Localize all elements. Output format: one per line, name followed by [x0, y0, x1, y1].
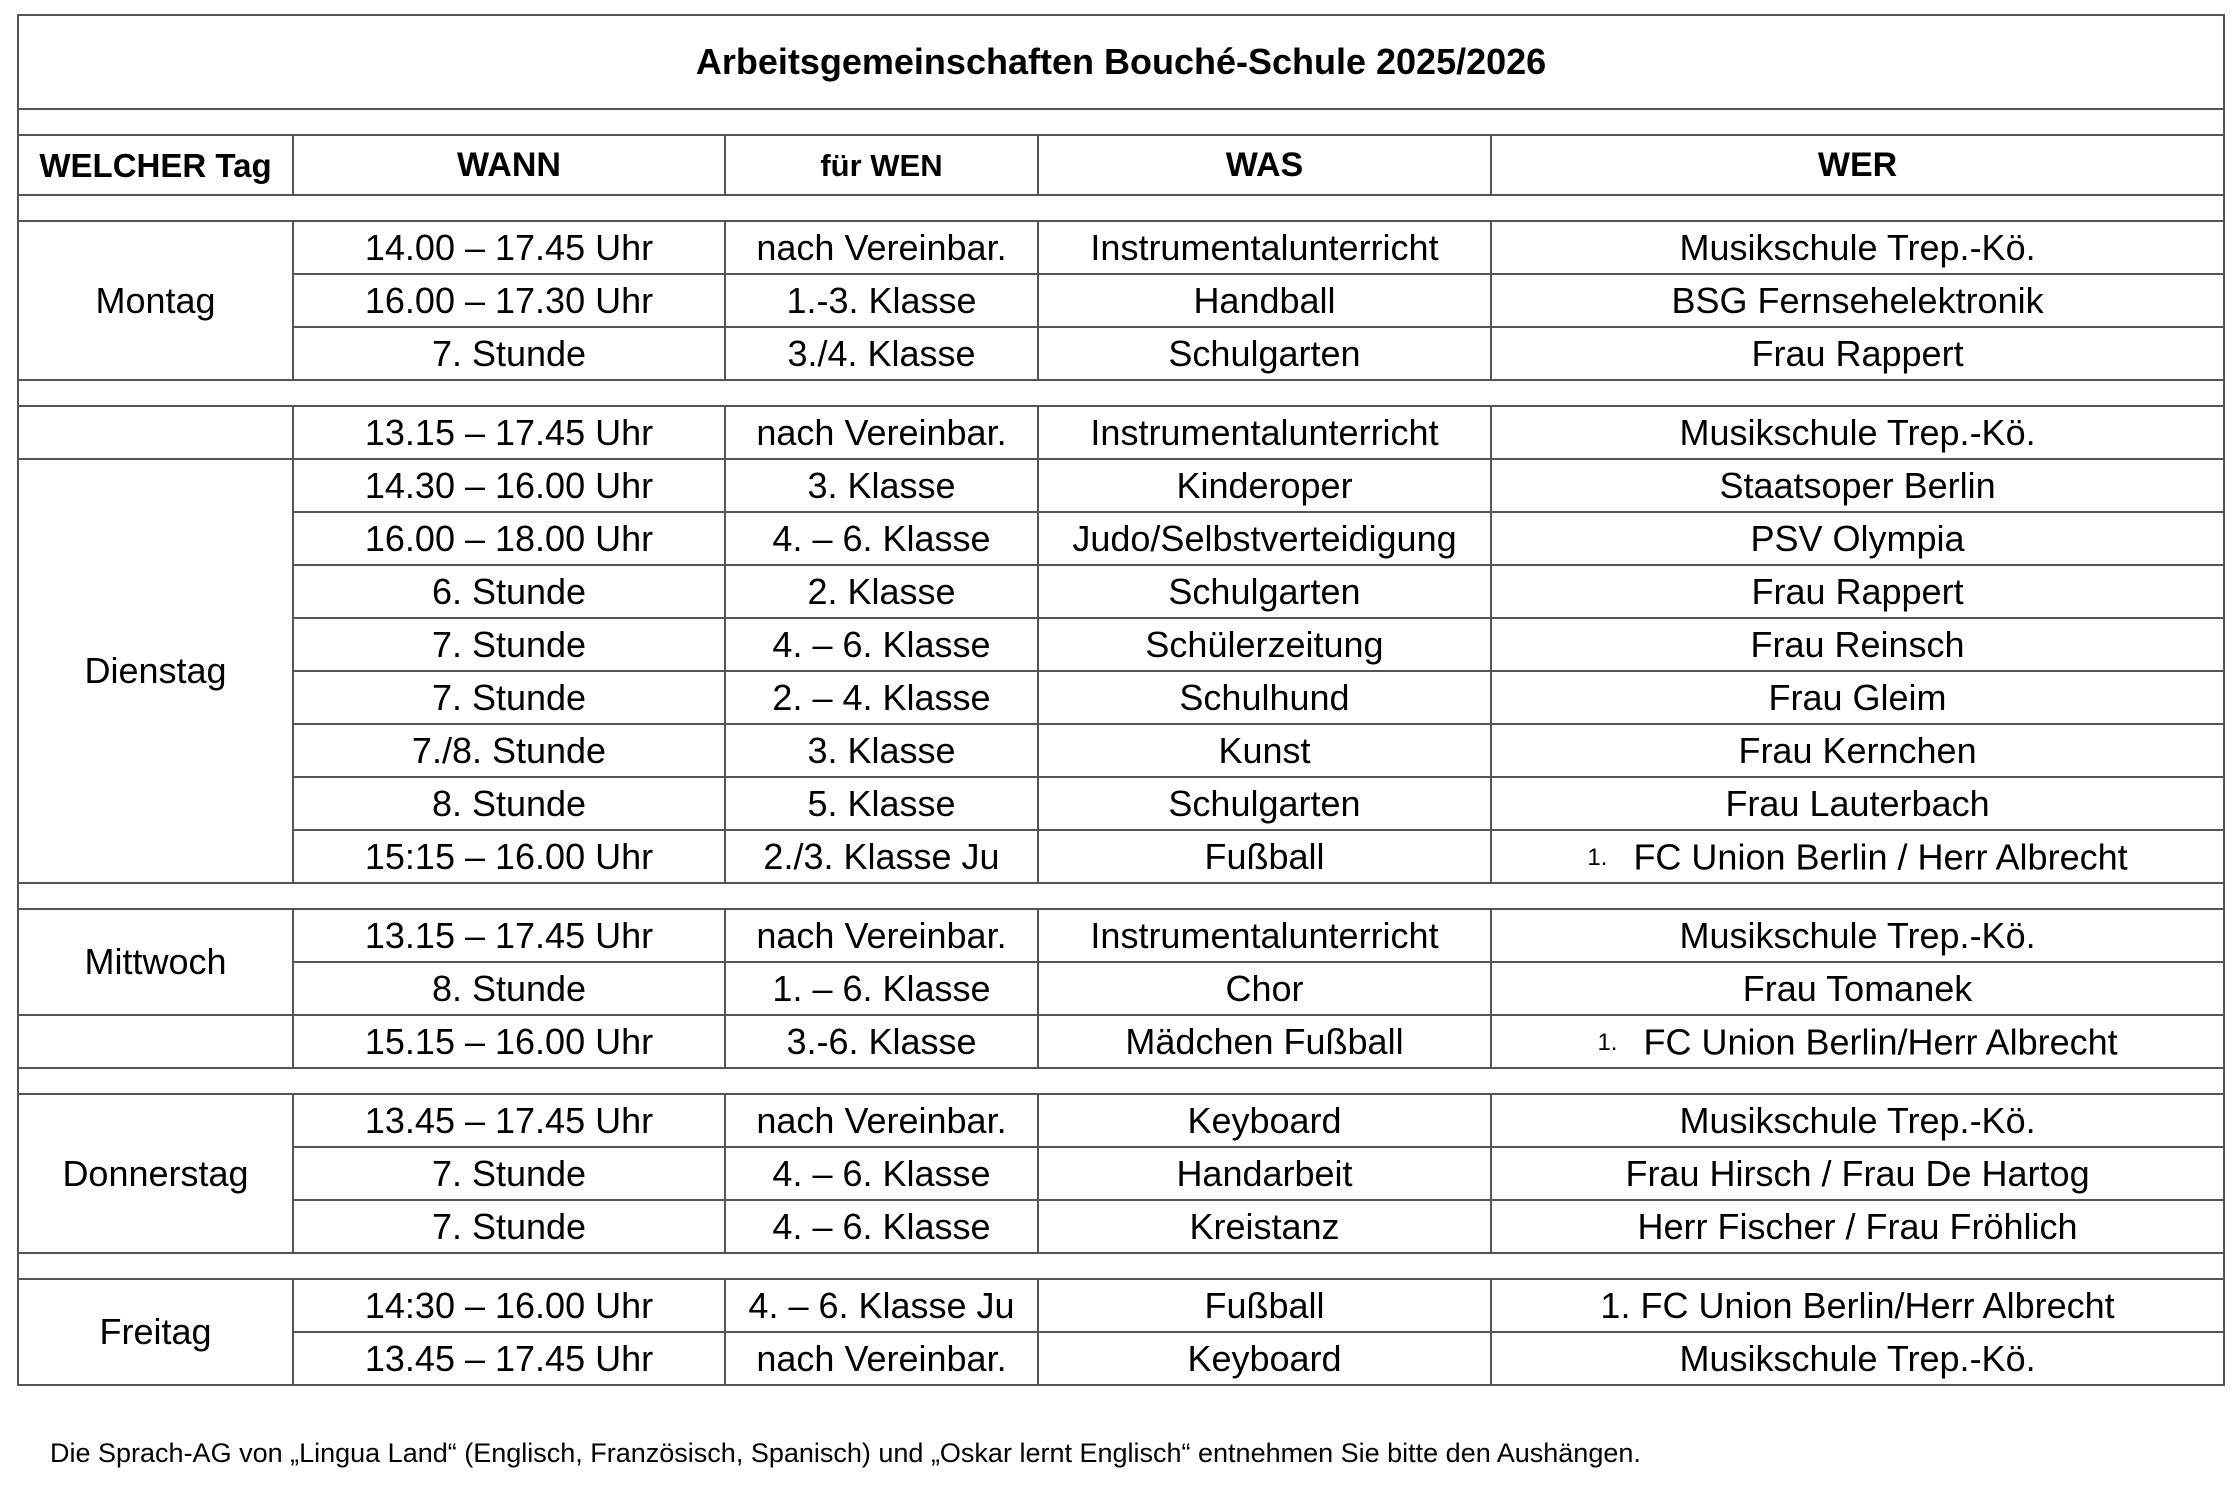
who-cell: Musikschule Trep.-Kö. [1491, 406, 2224, 459]
day-cell: Donnerstag [18, 1094, 293, 1253]
what-cell: Schülerzeitung [1038, 618, 1491, 671]
when-cell: 7./8. Stunde [293, 724, 725, 777]
what-cell: Judo/Selbstverteidigung [1038, 512, 1491, 565]
whom-cell: 3. Klasse [725, 459, 1038, 512]
whom-cell: 3./4. Klasse [725, 327, 1038, 380]
table-row [18, 1332, 2224, 1385]
table-row [18, 1279, 2224, 1332]
table-row [18, 777, 2224, 830]
when-cell: 14.00 – 17.45 Uhr [293, 221, 725, 274]
when-cell: 8. Stunde [293, 962, 725, 1015]
who-cell: Frau Rappert [1491, 327, 2224, 380]
when-cell: 13.15 – 17.45 Uhr [293, 909, 725, 962]
whom-cell: 4. – 6. Klasse [725, 1200, 1038, 1253]
who-cell: Staatsoper Berlin [1491, 459, 2224, 512]
who-cell: Frau Gleim [1491, 671, 2224, 724]
when-cell: 16.00 – 17.30 Uhr [293, 274, 725, 327]
who-cell: Frau Kernchen [1491, 724, 2224, 777]
whom-cell: 3. Klasse [725, 724, 1038, 777]
header-row [18, 135, 2224, 195]
table-row [18, 221, 2224, 274]
what-cell: Schulgarten [1038, 777, 1491, 830]
what-cell: Fußball [1038, 830, 1491, 883]
spacer-row [18, 1068, 2224, 1094]
when-cell: 7. Stunde [293, 1147, 725, 1200]
whom-cell: 4. – 6. Klasse [725, 512, 1038, 565]
who-cell: PSV Olympia [1491, 512, 2224, 565]
when-cell: 14.30 – 16.00 Uhr [293, 459, 725, 512]
table-row [18, 1015, 2224, 1068]
header-who: WER [1491, 135, 2224, 195]
page-title: Arbeitsgemeinschaften Bouché-Schule 2025/2026 [18, 15, 2224, 109]
what-cell: Kinderoper [1038, 459, 1491, 512]
what-cell: Handball [1038, 274, 1491, 327]
header-when: WANN [293, 135, 725, 195]
who-cell: Musikschule Trep.-Kö. [1491, 1332, 2224, 1385]
who-cell: Frau Rappert [1491, 565, 2224, 618]
spacer-row [18, 109, 2224, 135]
what-cell: Handarbeit [1038, 1147, 1491, 1200]
table-row [18, 1200, 2224, 1253]
when-cell: 6. Stunde [293, 565, 725, 618]
when-cell: 7. Stunde [293, 1200, 725, 1253]
table-row [18, 830, 2224, 883]
who-cell [1491, 1015, 2224, 1068]
whom-cell: 4. – 6. Klasse Ju [725, 1279, 1038, 1332]
what-cell: Schulgarten [1038, 327, 1491, 380]
table-row [18, 327, 2224, 380]
day-cell: Dienstag [18, 459, 293, 883]
who-cell: 1. FC Union Berlin/Herr Albrecht [1491, 1279, 2224, 1332]
whom-cell: 1.-3. Klasse [725, 274, 1038, 327]
what-cell: Fußball [1038, 1279, 1491, 1332]
day-cell: Mittwoch [18, 909, 293, 1015]
who-cell: Frau Reinsch [1491, 618, 2224, 671]
what-cell: Instrumentalunterricht [1038, 221, 1491, 274]
what-cell: Keyboard [1038, 1094, 1491, 1147]
when-cell: 14:30 – 16.00 Uhr [293, 1279, 725, 1332]
who-cell [1491, 830, 2224, 883]
table-row [18, 962, 2224, 1015]
when-cell: 13.15 – 17.45 Uhr [293, 406, 725, 459]
what-cell: Kunst [1038, 724, 1491, 777]
schedule-table [17, 14, 2225, 1386]
what-cell: Schulhund [1038, 671, 1491, 724]
when-cell: 15:15 – 16.00 Uhr [293, 830, 725, 883]
who-cell: Musikschule Trep.-Kö. [1491, 1094, 2224, 1147]
spacer-row [18, 1253, 2224, 1279]
who-cell: BSG Fernsehelektronik [1491, 274, 2224, 327]
table-row [18, 459, 2224, 512]
table-row [18, 274, 2224, 327]
when-cell: 16.00 – 18.00 Uhr [293, 512, 725, 565]
whom-cell: 5. Klasse [725, 777, 1038, 830]
whom-cell: 1. – 6. Klasse [725, 962, 1038, 1015]
who-cell: Herr Fischer / Frau Fröhlich [1491, 1200, 2224, 1253]
day-cell: Montag [18, 221, 293, 380]
header-day: WELCHER Tag [18, 135, 293, 195]
whom-cell: 3.-6. Klasse [725, 1015, 1038, 1068]
whom-cell: nach Vereinbar. [725, 1094, 1038, 1147]
day-cell-empty [18, 406, 293, 459]
what-cell: Chor [1038, 962, 1491, 1015]
footnote: Die Sprach-AG von „Lingua Land“ (Englisch, Französisch, Spanisch) und „Oskar lernt Englisch“ entnehmen Sie bitte den Aushängen. [50, 1438, 1641, 1468]
what-cell: Kreistanz [1038, 1200, 1491, 1253]
who-text: FC Union Berlin / Herr Albrecht [1633, 836, 2128, 878]
table-row [18, 671, 2224, 724]
table-row [18, 618, 2224, 671]
what-cell: Mädchen Fußball [1038, 1015, 1491, 1068]
table-row [18, 1094, 2224, 1147]
when-cell: 8. Stunde [293, 777, 725, 830]
whom-cell: nach Vereinbar. [725, 1332, 1038, 1385]
table-row [18, 406, 2224, 459]
whom-cell: 4. – 6. Klasse [725, 618, 1038, 671]
when-cell: 7. Stunde [293, 327, 725, 380]
header-what: WAS [1038, 135, 1491, 195]
what-cell: Instrumentalunterricht [1038, 909, 1491, 962]
day-cell: Freitag [18, 1279, 293, 1385]
whom-cell: 2./3. Klasse Ju [725, 830, 1038, 883]
who-cell: Frau Lauterbach [1491, 777, 2224, 830]
spacer-row [18, 380, 2224, 406]
who-cell: Frau Tomanek [1491, 962, 2224, 1015]
table-row [18, 909, 2224, 962]
whom-cell: 2. – 4. Klasse [725, 671, 1038, 724]
who-cell: Frau Hirsch / Frau De Hartog [1491, 1147, 2224, 1200]
whom-cell: nach Vereinbar. [725, 221, 1038, 274]
header-whom: für WEN [725, 135, 1038, 195]
list-number: 1. [1597, 1028, 1618, 1056]
whom-cell: 2. Klasse [725, 565, 1038, 618]
whom-cell: nach Vereinbar. [725, 909, 1038, 962]
table-row [18, 565, 2224, 618]
who-cell: Musikschule Trep.-Kö. [1491, 221, 2224, 274]
when-cell: 7. Stunde [293, 618, 725, 671]
table-row [18, 724, 2224, 777]
when-cell: 13.45 – 17.45 Uhr [293, 1332, 725, 1385]
spacer-row [18, 883, 2224, 909]
when-cell: 15.15 – 16.00 Uhr [293, 1015, 725, 1068]
table-row [18, 512, 2224, 565]
what-cell: Instrumentalunterricht [1038, 406, 1491, 459]
what-cell: Keyboard [1038, 1332, 1491, 1385]
when-cell: 7. Stunde [293, 671, 725, 724]
who-cell: Musikschule Trep.-Kö. [1491, 909, 2224, 962]
spacer-row [18, 195, 2224, 221]
table-row [18, 1147, 2224, 1200]
when-cell: 13.45 – 17.45 Uhr [293, 1094, 725, 1147]
whom-cell: nach Vereinbar. [725, 406, 1038, 459]
schedule-sheet [17, 14, 2223, 1386]
who-text: FC Union Berlin/Herr Albrecht [1643, 1021, 2118, 1063]
whom-cell: 4. – 6. Klasse [725, 1147, 1038, 1200]
day-cell-empty [18, 1015, 293, 1068]
what-cell: Schulgarten [1038, 565, 1491, 618]
list-number: 1. [1587, 843, 1608, 871]
